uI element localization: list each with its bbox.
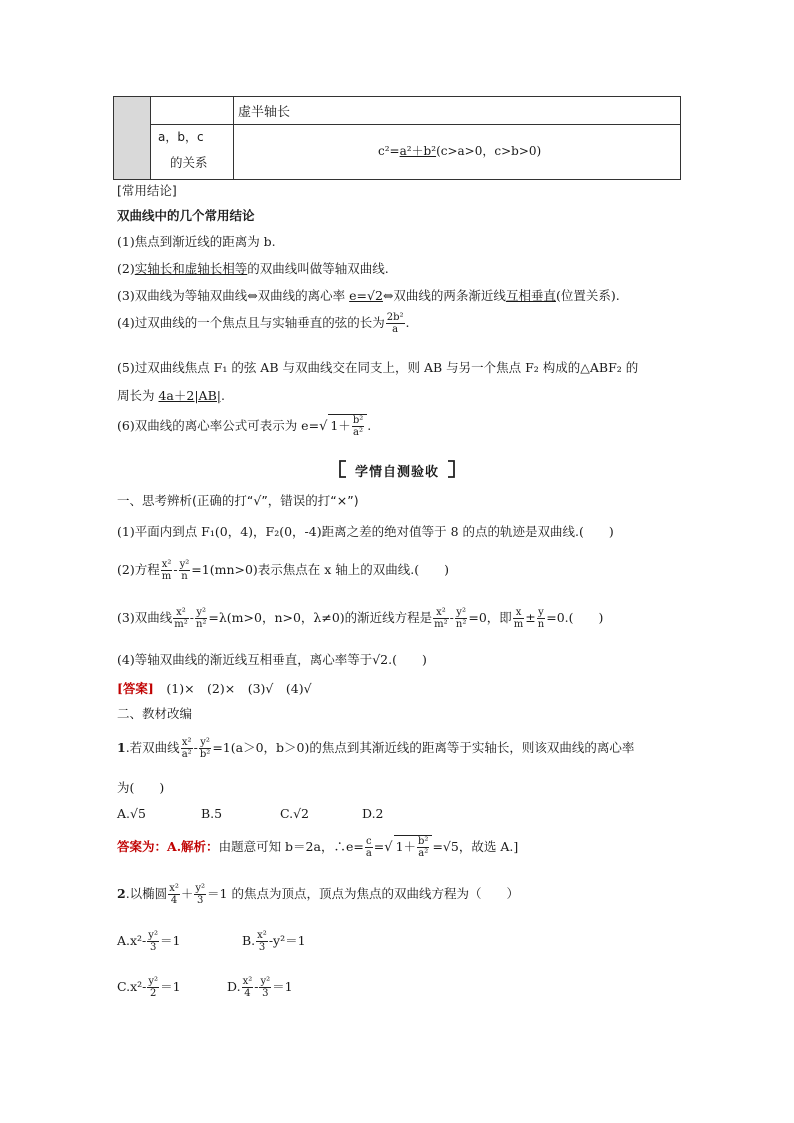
p2-option-b: B. $\frac{\text{x²}}{3}$ -y²＝1 <box>242 930 306 953</box>
part1-q1: (1)平面内到点 F₁(0，4)，F₂(0，-4)距离之差的绝对值等于 8 的点的轨迹是双曲线.( ) <box>117 524 614 539</box>
table-row2-content: c²=a²＋b²(c>a>0，c>b>0) <box>378 144 542 158</box>
part2-p1-line2: 为( ) <box>117 780 165 795</box>
fraction: $\frac{\text{2b²}}{a}$ <box>386 312 404 335</box>
p2-option-d: D. $\frac{\text{x²}}{4}$ - $\frac{\text{y²}}{3}$ ＝1 <box>227 976 293 999</box>
part1-answer: [答案] (1)× (2)× (3)√ (4)√ <box>117 681 312 696</box>
conclusion-5-line1: (5)过双曲线焦点 F₁ 的弦 AB 与双曲线交在同支上，则 AB 与另一个焦点 F₂ 构成的△ABF₂ 的 <box>117 360 639 375</box>
part2-p1: 1.若双曲线 $\frac{\text{x²}}{\text{a²}}$ - $\frac{\text{y²}}{\text{b²}}$ =1(a＞0，b＞0)的焦点到其渐近线的距离等于实轴长，则该双曲线的离心率 <box>117 737 635 760</box>
property-table <box>113 96 681 180</box>
option-d: D.2 <box>362 806 384 821</box>
conclusion-bracket: [常用结论] <box>117 183 177 198</box>
conclusion-1: (1)焦点到渐近线的距离为 b. <box>117 234 276 249</box>
conclusion-6: (6)双曲线的离心率公式可表示为 e=√ 1＋ $\frac{\text{b²}}{\text{a²}}$ . <box>117 415 372 438</box>
table-row2-label-line2: 的关系 <box>170 155 208 170</box>
section-banner <box>338 459 456 479</box>
part2-p1-answer: 答案为：A.解析：由题意可知 b＝2a，∴e= $\frac{c}{a}$ =√ 1＋ $\frac{\text{b²}}{\text{a²}}$ =√5，故选 A.] <box>117 836 519 859</box>
part2-p2: 2.以椭圆 $\frac{\text{x²}}{4}$ ＋ $\frac{\text{y²}}{3}$ ＝1 的焦点为顶点，顶点为焦点的双曲线方程为（ ） <box>117 883 519 906</box>
p2-option-c: C.x²- $\frac{\text{y²}}{2}$ ＝1 <box>117 976 181 999</box>
part1-q4: (4)等轴双曲线的渐近线互相垂直，离心率等于√2.( ) <box>117 652 427 667</box>
part1-q3: (3)双曲线 $\frac{\text{x²}}{\text{m²}}$ - $\frac{\text{y²}}{\text{n²}}$ =λ(m>0，n>0，λ≠0)的渐近线方程是 $\frac{\text{x²}}{\text{m²}}$ - $\frac{\text{y²}}{\text{n²}}$ =0，即 $\frac{x}{m}$ ± $\frac{y}{n}$ =0.( ) <box>117 607 604 630</box>
part2-heading: 二、教材改编 <box>117 706 193 721</box>
conclusion-5-line2: 周长为 4a＋2|AB|. <box>117 388 225 403</box>
banner-title: 学情自测验收 <box>354 465 439 480</box>
conclusion-4: (4)过双曲线的一个焦点且与实轴垂直的弦的长为 $\frac{\text{2b²}}{a}$ . <box>117 312 410 335</box>
option-c: C.√2 <box>280 806 310 821</box>
part1-heading: 一、思考辨析(正确的打“√”，错误的打“×”) <box>117 493 359 508</box>
table-merged-cell <box>114 97 151 179</box>
option-b: B.5 <box>201 806 223 821</box>
table-row2-label-line1: a，b，c <box>158 130 204 144</box>
part1-q2: (2)方程 $\frac{\text{x²}}{m}$ - $\frac{\text{y²}}{n}$ =1(mn>0)表示焦点在 x 轴上的双曲线.( ) <box>117 559 450 582</box>
table-row1-label: 虚半轴长 <box>238 105 291 120</box>
conclusion-heading: 双曲线中的几个常用结论 <box>117 208 255 223</box>
conclusion-3: (3)双曲线为等轴双曲线⇔双曲线的离心率 e=√2⇔双曲线的两条渐近线互相垂直(位置关系). <box>117 288 620 303</box>
conclusion-2: (2)实轴长和虚轴长相等的双曲线叫做等轴双曲线. <box>117 261 389 276</box>
option-a: A.√5 <box>117 806 146 821</box>
p2-option-a: A.x²- $\frac{\text{y²}}{3}$ ＝1 <box>117 930 181 953</box>
